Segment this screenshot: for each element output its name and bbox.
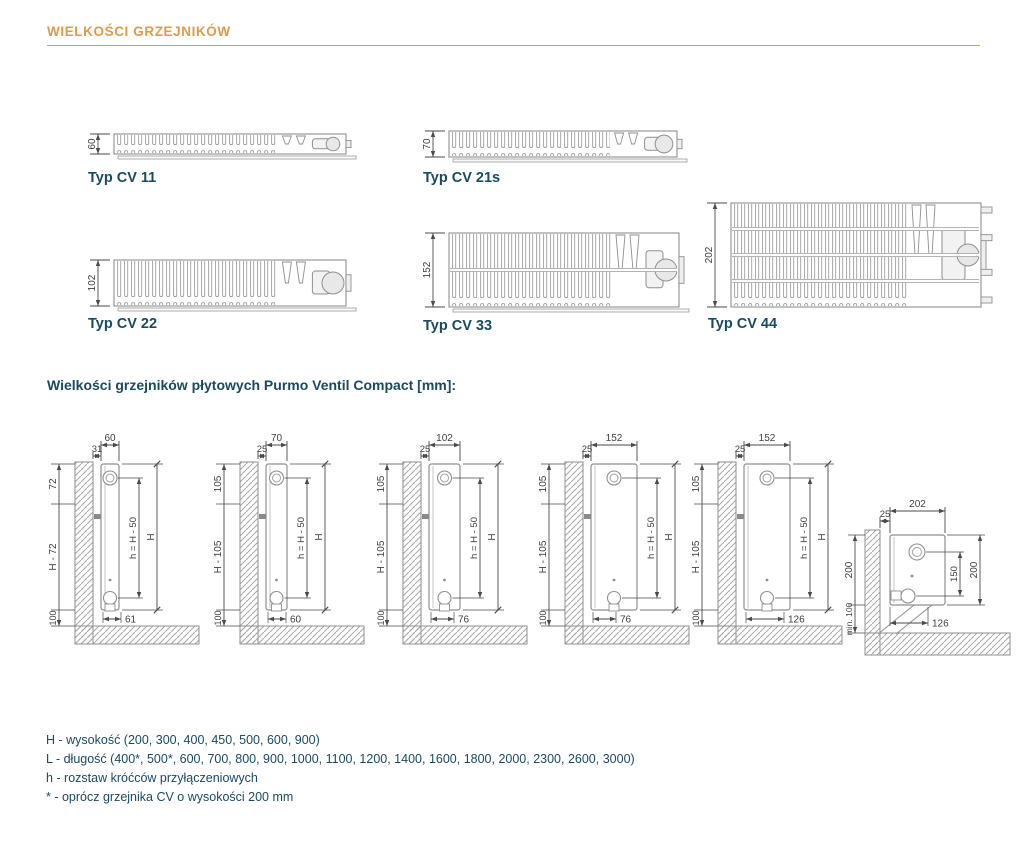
arrowhead	[280, 617, 286, 621]
radiator-body	[429, 464, 460, 610]
sv1-top-width-dim: 70	[270, 433, 283, 444]
sv0-pipe-spacing-dim: h = H - 50	[128, 517, 139, 559]
arrowhead	[939, 509, 945, 513]
sv3-height-dim: H	[664, 533, 675, 541]
cross-section-cv21s-label: Typ CV 21s	[423, 170, 501, 186]
sv0-top-width-dim: 60	[104, 433, 116, 444]
detail-left-height-dim: 200	[844, 561, 855, 579]
footnotes	[46, 731, 635, 807]
pipe-stub	[981, 235, 992, 241]
wall	[75, 462, 93, 644]
arrowhead	[631, 443, 637, 447]
drawing-shape	[443, 579, 446, 582]
sv1-height-dim: H	[314, 533, 325, 541]
detail-floor-clearance-dim: min. 100	[844, 602, 854, 636]
detail-wall-gap-dim: 25	[879, 509, 891, 520]
arrowhead	[746, 617, 752, 621]
arrowhead	[922, 621, 928, 625]
detail-pipe-spacing-dim: 150	[949, 566, 960, 582]
sv3-wall-gap-dim: 25	[581, 444, 593, 455]
sv3-middle-dim: H - 105	[538, 540, 549, 574]
bottom-connection	[761, 592, 774, 605]
sv2-height-dim: H	[487, 533, 498, 541]
arrowhead	[958, 590, 962, 596]
cross-height-dim-3: 152	[422, 261, 433, 279]
sv3-bottom-width-dim: 76	[620, 614, 632, 626]
drawing-shape	[105, 604, 115, 611]
arrowhead	[890, 509, 896, 513]
arrowhead	[431, 233, 435, 239]
arrowhead	[610, 617, 616, 621]
sv3-top-width-dim: 152	[605, 433, 623, 444]
arrowhead	[115, 617, 121, 621]
arrowhead	[593, 617, 599, 621]
valve-connection	[326, 137, 340, 151]
bottom-plate	[453, 309, 689, 312]
sv1-wall-gap-dim: 25	[256, 444, 268, 455]
sv2-top-width-dim: 102	[436, 433, 453, 444]
arrowhead	[655, 478, 659, 484]
cross-height-dim-0: 60	[87, 138, 98, 150]
wall	[718, 462, 736, 644]
sv1-lower-dim: 100	[213, 610, 223, 626]
sv1-upper-dim: 105	[213, 475, 224, 493]
drawing-shape	[766, 579, 769, 582]
dimension-line	[878, 605, 914, 634]
floor	[565, 626, 689, 644]
air-vent-valve	[103, 471, 117, 485]
sv0-middle-dim: H - 72	[48, 543, 59, 571]
floor	[865, 633, 1010, 655]
cross-section-cv21s-drawing	[423, 127, 695, 169]
arrowhead	[958, 552, 962, 558]
air-vent-valve	[909, 544, 925, 560]
sv2-lower-dim: 100	[376, 610, 386, 626]
sv4-upper-dim: 105	[691, 475, 702, 493]
section-title: Wielkości grzejników płytowych Purmo Ventil Compact [mm]:	[47, 377, 457, 393]
sv4-wall-gap-dim: 25	[734, 444, 746, 455]
sv2-upper-dim: 105	[376, 475, 387, 493]
footnote-length: L - długość (400*, 500*, 600, 700, 800, 900, 1000, 1100, 1200, 1400, 1600, 1800, 2000, 2300, 2600, 3000)	[46, 752, 635, 766]
arrowhead	[808, 478, 812, 484]
bottom-connection	[270, 592, 283, 605]
footnote-asterisk: * - oprócz grzejnika CV o wysokości 200 mm	[46, 790, 294, 804]
sv3-pipe-spacing-dim: h = H - 50	[646, 517, 657, 559]
arrowhead	[96, 300, 100, 306]
sv3-upper-dim: 105	[538, 475, 549, 493]
drawing-shape	[346, 140, 351, 147]
air-vent-valve	[607, 471, 621, 485]
cross-section-cv33-label: Typ CV 33	[423, 318, 493, 334]
dimension-line	[896, 605, 932, 634]
arrowhead	[305, 592, 309, 598]
arrowhead	[431, 617, 437, 621]
side-view-cv44-drawing	[688, 428, 853, 678]
air-vent-valve	[270, 471, 284, 485]
arrowhead	[57, 464, 61, 470]
sv4-bottom-width-dim: 126	[788, 614, 805, 626]
pipe-stub	[981, 269, 992, 275]
arrowhead	[431, 131, 435, 137]
cross-height-dim-1: 70	[422, 138, 433, 150]
header-divider	[47, 45, 980, 46]
radiator-body	[744, 464, 790, 610]
sv0-height-dim: H	[146, 533, 157, 541]
arrowhead	[478, 592, 482, 598]
footnote-height: H - wysokość (200, 300, 400, 450, 500, 600, 900)	[46, 733, 320, 747]
arrowhead	[305, 478, 309, 484]
arrowhead	[478, 478, 482, 484]
cross-section-cv33-drawing	[423, 229, 697, 317]
wall	[565, 462, 583, 644]
sv2-middle-dim: H - 105	[376, 540, 387, 574]
convection-fins	[115, 261, 277, 305]
detail-bottom-width-dim: 126	[932, 618, 949, 630]
bottom-plate	[453, 159, 687, 162]
sv1-pipe-spacing-dim: h = H - 50	[296, 517, 307, 559]
wall-bracket	[737, 514, 744, 519]
sv4-pipe-spacing-dim: h = H - 50	[799, 517, 810, 559]
sv4-top-width-dim: 152	[758, 433, 776, 444]
arrowhead	[655, 592, 659, 598]
detail-view-h200-drawing	[842, 468, 1027, 693]
valve-connection	[655, 135, 673, 153]
arrowhead	[978, 535, 982, 541]
pipe-stub	[981, 297, 992, 303]
drawing-shape	[679, 257, 684, 284]
sv3-lower-dim: 100	[538, 610, 548, 626]
footnote-pipe-spacing: h - rozstaw króćców przyłączeniowych	[46, 771, 258, 785]
side-view-cv22-drawing	[373, 428, 538, 678]
sv4-middle-dim: H - 105	[691, 540, 702, 574]
arrowhead	[137, 592, 141, 598]
sv0-bottom-width-dim: 61	[125, 614, 137, 626]
bottom-plate	[118, 156, 356, 159]
sv0-upper-dim: 72	[48, 478, 59, 490]
arrowhead	[778, 617, 784, 621]
page-title: WIELKOŚCI GRZEJNIKÓW	[47, 24, 231, 39]
bottom-connection	[104, 592, 117, 605]
drawing-shape	[613, 579, 616, 582]
pipe-stub	[981, 207, 992, 213]
sv2-wall-gap-dim: 25	[419, 444, 431, 455]
floor	[403, 626, 527, 644]
radiator-body	[266, 464, 287, 610]
sv1-middle-dim: H - 105	[213, 540, 224, 574]
cross-section-cv11-label: Typ CV 11	[88, 170, 157, 186]
arrowhead	[853, 535, 857, 541]
drawing-shape	[346, 275, 351, 292]
bottom-connection	[901, 589, 915, 603]
drawing-shape	[981, 236, 986, 273]
side-view-cv33-drawing	[535, 428, 700, 678]
cross-section-cv11-drawing	[88, 130, 364, 166]
arrowhead	[268, 617, 274, 621]
bottom-connection	[608, 592, 621, 605]
bottom-connection	[438, 592, 451, 605]
arrowhead	[713, 203, 717, 209]
arrowhead	[385, 464, 389, 470]
side-view-cv11-drawing	[45, 428, 210, 678]
drawing-shape	[891, 591, 901, 600]
cross-section-cv44-drawing	[705, 199, 999, 317]
arrowhead	[431, 301, 435, 307]
cross-height-dim-4: 202	[704, 246, 715, 264]
wall-bracket	[422, 514, 429, 519]
arrowhead	[137, 478, 141, 484]
wall-bracket	[259, 514, 266, 519]
arrowhead	[96, 260, 100, 266]
drawing-shape	[272, 604, 282, 611]
drawing-shape	[440, 604, 450, 611]
valve-connection	[322, 272, 344, 294]
arrowhead	[700, 464, 704, 470]
arrowhead	[222, 464, 226, 470]
cross-section-cv22-drawing	[88, 256, 364, 318]
cross-section-cv44-label: Typ CV 44	[708, 316, 778, 332]
arrowhead	[808, 592, 812, 598]
drawing-shape	[609, 604, 619, 611]
arrowhead	[978, 599, 982, 605]
air-vent-valve	[438, 471, 452, 485]
side-view-cv21s-drawing	[210, 428, 375, 678]
sv1-bottom-width-dim: 60	[290, 614, 302, 626]
arrowhead	[547, 464, 551, 470]
radiator-body	[101, 464, 119, 610]
arrowhead	[713, 301, 717, 307]
detail-height-dim: 200	[969, 561, 980, 579]
sv2-bottom-width-dim: 76	[458, 614, 470, 626]
drawing-shape	[911, 575, 914, 578]
wall	[403, 462, 421, 644]
bottom-plate	[118, 308, 356, 311]
cross-height-dim-2: 102	[87, 274, 98, 292]
arrowhead	[448, 617, 454, 621]
floor	[718, 626, 842, 644]
sv4-lower-dim: 100	[691, 610, 701, 626]
arrowhead	[431, 151, 435, 157]
sv0-wall-gap-dim: 31	[91, 444, 103, 455]
cross-section-cv22-label: Typ CV 22	[88, 316, 158, 332]
air-vent-valve	[760, 471, 774, 485]
convection-fins	[115, 135, 277, 153]
drawing-shape	[677, 139, 682, 148]
wall-bracket	[94, 514, 101, 519]
radiator-body	[591, 464, 637, 610]
convection-fins	[450, 132, 610, 156]
drawing-shape	[109, 579, 112, 582]
arrowhead	[784, 443, 790, 447]
arrowhead	[103, 617, 109, 621]
floor	[75, 626, 199, 644]
sv0-lower-dim: 100	[48, 610, 58, 626]
wall-bracket	[584, 514, 591, 519]
wall	[240, 462, 258, 644]
detail-top-width-dim: 202	[909, 499, 926, 510]
sv4-height-dim: H	[817, 533, 828, 541]
arrowhead	[454, 443, 460, 447]
drawing-shape	[762, 604, 772, 611]
sv2-pipe-spacing-dim: h = H - 50	[469, 517, 480, 559]
drawing-shape	[275, 579, 278, 582]
floor	[240, 626, 364, 644]
